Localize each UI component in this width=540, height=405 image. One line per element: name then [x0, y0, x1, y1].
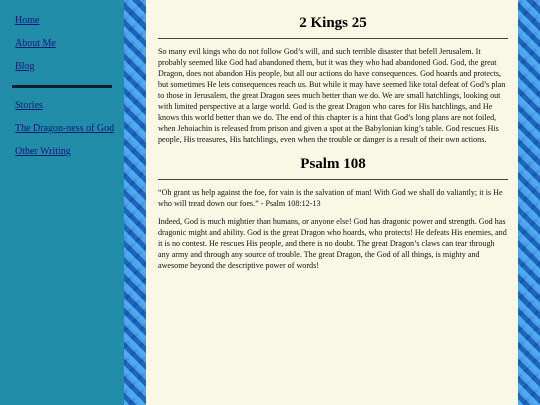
sidebar: [0, 0, 124, 405]
nav-divider: [12, 85, 112, 88]
main-content: [146, 0, 518, 405]
decorative-border-right: [518, 0, 540, 405]
post-quote: “Oh grant us help against the foe, for vain is the salvation of man! With God we shall do valiantly; it is He who will tread down our foes.” - Psalm 108:12-13: [158, 188, 503, 208]
nav-link-blog[interactable]: Blog: [15, 61, 35, 72]
title-divider: [158, 38, 508, 39]
title-divider: [158, 179, 508, 180]
nav-link-home[interactable]: Home: [15, 15, 40, 26]
post-paragraph: Indeed, God is much mightier than humans, or anyone else! God has dragonic power and strength. God has dragonic might and ability. God is the great Dragon who hoards, who protects! He defeats His enemies, and it is no contest. He rescues His people, and there is no doubt. The great Dragon’s claws can tear through any army and through any source of trouble. The great Dragon, the God of all things, is mighty and awesome beyond the descriptive power of words!: [158, 217, 507, 270]
nav-link-other-writing[interactable]: Other Writing: [15, 146, 71, 157]
nav-link-about-me[interactable]: About Me: [15, 38, 56, 49]
post-title: 2 Kings 25: [299, 15, 367, 31]
decorative-border-left: [124, 0, 146, 405]
post-title: Psalm 108: [300, 156, 366, 172]
nav-link-dragon-ness-of-god[interactable]: The Dragon-ness of God: [15, 123, 115, 134]
post-paragraph: So many evil kings who do not follow God’s will, and such terrible disaster that befell Jerusalem. It probably seemed like God had abandoned them, but it was they who had abandoned God. God, the great Dragon, does not abandon His people, but all our actions do have consequences. God hoards and protects, but sometimes He lets consequences reach us. But while it may have seemed like total defeat of God’s plan to those in Jerusalem, the great Dragon sees much better than we do. We are small hatchlings, looking out with limited perspective at a large world. God is the great Dragon who cares for His hatchlings, and He knows this world better than we do. The end of this chapter is a hint that God’s long plans are not foiled, when Jehoiachin is released from prison and given a spot at the Babylonian king’s table. God rescues His people, His treasures, His hatchlings, even when the trouble or danger is a result of their own actions.: [158, 47, 506, 144]
nav-link-stories[interactable]: Stories: [15, 100, 43, 111]
